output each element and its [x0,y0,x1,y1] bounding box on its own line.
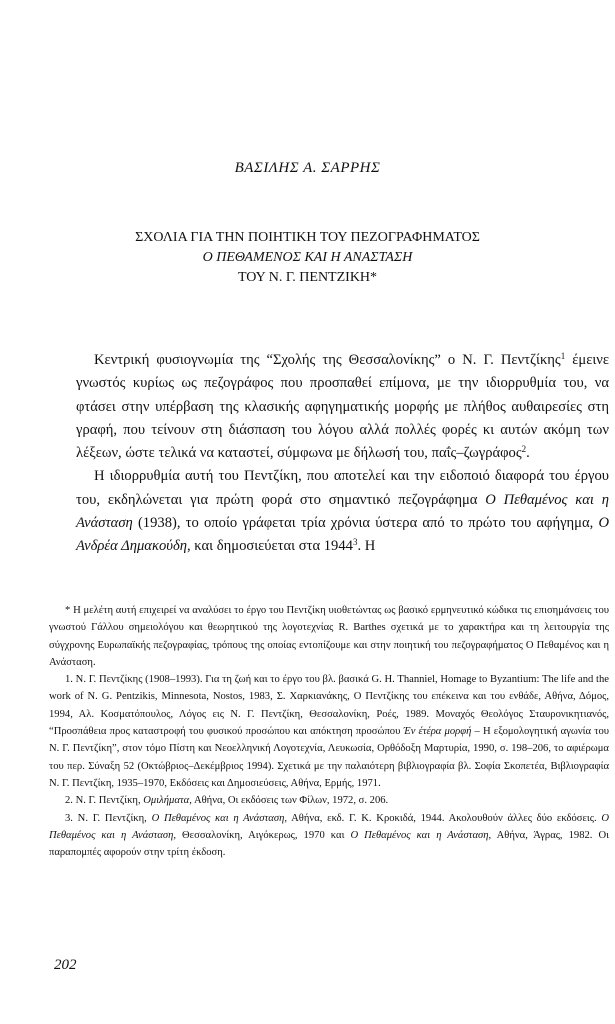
title-line-3: ΤΟΥ Ν. Γ. ΠΕΝΤΖΙΚΗ* [237,270,378,285]
footnote-ref-1: 1 [560,351,566,361]
body-p1-text-c: . [526,445,530,462]
body-p2-italic-2: Ο Ανδρέα Δημακούδη [76,515,609,555]
footnote-3 [49,810,609,862]
footnote-3-text-c: , Θεσσαλονίκη, Αιγόκερως, 1970 και [173,829,351,841]
footnote-2-italic: Ομιλήματα [143,795,190,807]
page-number: 202 [54,957,77,973]
article-title [40,228,575,288]
body-p2-text-b: (1938), το οποίο γράφεται τρία χρόνια ύστερα από το πρώτο του αφήγημα, [132,515,599,532]
footnote-2-text-a: 2. Ν. Γ. Πεντζίκη, [65,795,144,807]
body-p2-text-a: Η ιδιορρυθμία αυτή του Πεντζίκη, που αποτελεί και την ειδοποιό διαφορά του έργου του, εκδηλώνεται για πρώτη φορά στο σημαντικό πεζογράφημα [76,468,609,508]
footnote-3-text-d: , Αθήνα, Άγρας, 1982. Οι παραπομπές αφορούν στην τρίτη έκδοση. [49,829,609,859]
author-name: ΒΑΣΙΛΗΣ Α. ΣΑΡΡΗΣ [234,160,381,176]
title-line-1: ΣΧΟΛΙΑ ΓΙΑ ΤΗΝ ΠΟΙΗΤΙΚΗ ΤΟΥ ΠΕΖΟΓΡΑΦΗΜΑΤΟΣ [135,230,480,245]
footnote-3-italic-2: Ο Πεθαμένος και η Ανάσταση [49,812,610,841]
body-p1-text-b: έμεινε γνωστός κυρίως ως πεζογράφος που προσπαθεί επίμονα, με την ιδιορρυθμία του, να φτάσει στην υπέρβαση της κλασικής αφηγηματικής μορφής με πλήθος αυθαιρεσίες στη γραφή, που τείνουν στη διάσπαση του λόγου αλλά πολλές φορές κι αυτών ακόμη των λέξεων, ώστε τελικά να καταστεί, σύμφωνα με δήλωσή του, παΐς–ζωγράφος [76,352,609,462]
body-p1-text-a: Κεντρική φυσιογνωμία της “Σχολής της Θεσσαλονίκης” ο Ν. Γ. Πεντζίκης [94,352,561,368]
footnote-3-text-a: 3. Ν. Γ. Πεντζίκη, [65,812,152,824]
title-line-2: Ο ΠΕΘΑΜΕΝΟΣ ΚΑΙ Η ΑΝΑΣΤΑΣΗ [202,250,413,265]
footnotes [49,602,609,861]
footnote-1-text-b: – Η εξομολογητική αγωνία του Ν. Γ. Πεντζίκη”, στον τόμο Πίστη και Νεοελληνική Λογοτεχνία, Λευκωσία, Ορθόδοξη Μαρτυρία, 1990, σ. 198–206, το αφιέρωμα του περ. Σύναξη 52 (Οκτώβριος–Δεκέμβριος 1994). Σχετικά με την παλαιότερη βιβλιογραφία βλ. Σοφία Σκοπετέα, Βιβλιογραφία Ν. Γ. Πεντζίκη, 1935–1970, Εκδόσεις και Δημοσιεύσεις, Αθήνα, Ερμής, 1971. [49,726,610,789]
body-paragraph-2 [76,465,609,558]
body-p2-text-c: , και δημοσιεύεται στα 1944 [187,538,353,555]
body-p2-text-d: . Η [357,538,376,555]
footnote-ref-3: 3 [352,537,358,548]
footnote-2-text-b: , Αθήνα, Οι εκδόσεις των Φίλων, 1972, σ. 206. [189,795,389,807]
body-p2-italic-1: Ο Πεθαμένος και η Ανάσταση [76,491,609,532]
footnote-2 [49,792,609,809]
body-text [76,349,609,559]
footnote-1-italic: Έν έτέρα μορφή [403,726,472,738]
footnote-1 [49,671,609,792]
footnote-3-italic-3: Ο Πεθαμένος και η Ανάσταση [350,829,489,841]
footnote-3-text-b: , Αθήνα, εκδ. Γ. Κ. Κροκιδά, 1944. Ακολουθούν άλλες δύο εκδόσεις. [284,812,602,824]
footnote-3-italic-1: Ο Πεθαμένος και η Ανάσταση [151,812,285,824]
body-paragraph-1 [76,349,609,465]
footnote-star: * Η μελέτη αυτή επιχειρεί να αναλύσει το έργο του Πεντζίκη υιοθετώντας ως βασικό ερμηνευτικό κώδικα τις επισημάνσεις του γνωστού Γάλλου σημειολόγου και θεωρητικού της λογοτεχνίας R. Barthes σχετικά με το χαρακτήρα και τη λειτουργία της σύγχρονης Ευρωπαϊκής πεζογραφίας, τρόπους της οποίας εντοπίζουμε και στην ποιητική του πεζογραφήματος Ο Πεθαμένος και η Ανάσταση. [49,605,609,668]
footnote-ref-2: 2 [521,444,527,455]
footnote-1-text-a: 1. Ν. Γ. Πεντζίκης (1908–1993). Για τη ζωή και το έργο του βλ. βασικά G. H. Thanniel, Homage to Byzantium: The life and the work of N. G. Pentzikis, Minnesota, Nostos, 1983, Σ. Χαρκιανάκης, Ο Πεντζίκης του επέκεινα και του ενθάδε, Αθήνα, Δόμος, 1994, Αλ. Κοσματόπουλος, Λόγος εις Ν. Γ. Πεντζίκη, Θεσσαλονίκη, Ροές, 1989. Μοναχός Θεολόγος Σταυρονικητιανός, “Προσπάθεια προς καταστροφή του φυσικού προσώπου και απόκτηση προσώπου [49,674,609,738]
